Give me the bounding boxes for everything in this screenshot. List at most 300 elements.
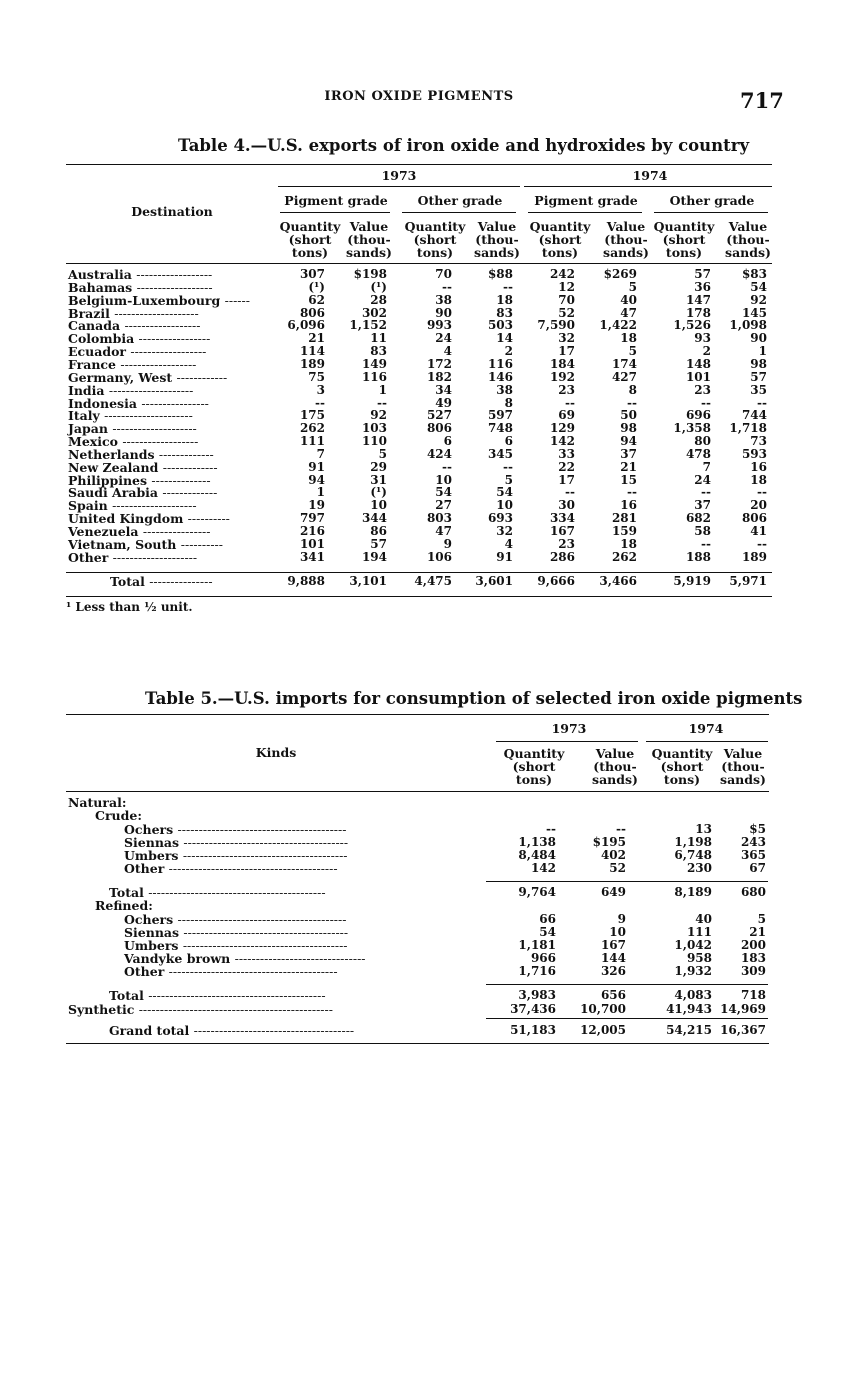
- cell-value: 593: [741, 446, 767, 461]
- leader-dots: ----------: [187, 511, 230, 527]
- cell-value: --: [377, 395, 387, 410]
- cell-value: 3,983: [518, 988, 556, 1002]
- cell-value: 12: [558, 279, 575, 294]
- column-head: Value (thou- sands): [346, 219, 392, 260]
- row-name: Total: [110, 574, 145, 589]
- cell-value: $83: [741, 267, 767, 281]
- cell-value: 1: [378, 382, 387, 397]
- leader-dots: --------------------: [108, 382, 194, 398]
- cell-value: 682: [685, 511, 711, 526]
- cell-value: --: [701, 536, 711, 551]
- cell-value: 1,718: [729, 421, 767, 436]
- cell-value: 345: [487, 446, 513, 461]
- row-name: Australia: [68, 267, 132, 282]
- leader-dots: ------------------: [136, 267, 213, 282]
- cell-value: 1: [758, 344, 767, 359]
- cell-value: 49: [435, 395, 452, 410]
- rule: [66, 791, 769, 792]
- cell-value: 24: [435, 331, 452, 346]
- cell-value: 696: [685, 408, 711, 423]
- cell-value: 748: [487, 421, 513, 436]
- cell-value: 35: [750, 382, 767, 397]
- cell-value: 32: [496, 524, 513, 538]
- cell-value: 2: [504, 344, 513, 359]
- cell-value: 8: [504, 395, 513, 410]
- cell-value: 148: [685, 356, 711, 371]
- column-head: Quantity (short tons): [653, 219, 715, 260]
- cell-value: 40: [695, 912, 712, 926]
- cell-value: 54: [496, 485, 513, 500]
- cell-value: 18: [620, 536, 637, 551]
- cell-value: 6,096: [287, 318, 325, 333]
- cell-value: 37: [620, 446, 637, 461]
- cell-value: 54: [539, 925, 556, 939]
- row-label: [95, 809, 142, 822]
- cell-value: --: [503, 459, 513, 474]
- cell-value: 47: [620, 305, 637, 320]
- cell-value: 744: [741, 408, 767, 423]
- rule: [280, 212, 390, 213]
- leader-dots: ------------: [176, 369, 228, 385]
- cell-value: --: [627, 485, 637, 500]
- year-1973: 1973: [381, 168, 417, 183]
- cell-value: 159: [611, 524, 637, 538]
- column-head: Value (thou- sands): [720, 746, 766, 787]
- column-head: Value (thou- sands): [603, 219, 649, 260]
- cell-value: 958: [686, 951, 712, 965]
- cell-value: 21: [749, 925, 766, 939]
- leader-dots: --------------------: [112, 549, 198, 565]
- row-label: [109, 989, 326, 1002]
- cell-value: --: [442, 459, 452, 474]
- cell-value: 34: [435, 382, 452, 397]
- row-name: United Kingdom: [68, 511, 184, 527]
- year-1973: 1973: [551, 721, 587, 736]
- cell-value: 178: [685, 305, 711, 320]
- cell-value: 1,181: [518, 938, 556, 952]
- cell-value: 8,189: [674, 885, 712, 899]
- cell-value: 6: [504, 434, 513, 449]
- rule: [402, 212, 516, 213]
- leader-dots: ------------------------------------------: [148, 988, 326, 1003]
- row-name: Other: [68, 549, 109, 565]
- cell-value: 1,042: [674, 938, 712, 952]
- row-name: Ochers: [124, 912, 174, 927]
- cell-value: 38: [435, 292, 452, 307]
- cell-value: 66: [539, 912, 556, 926]
- cell-value: 167: [549, 524, 575, 538]
- cell-value: 8,484: [518, 848, 556, 862]
- cell-value: 98: [620, 421, 637, 436]
- rule: [66, 263, 772, 264]
- cell-value: $5: [749, 822, 766, 836]
- cell-value: 142: [530, 861, 556, 875]
- cell-value: 281: [611, 511, 637, 526]
- cell-value: 86: [370, 524, 387, 538]
- cell-value: 4,475: [414, 574, 452, 588]
- cell-value: 175: [299, 408, 325, 423]
- row-name: Other: [124, 964, 165, 979]
- cell-value: 262: [611, 549, 637, 564]
- cell-value: 91: [496, 549, 513, 564]
- cell-value: --: [757, 485, 767, 500]
- rule: [66, 164, 772, 165]
- cell-value: 111: [299, 434, 325, 449]
- row-label: [124, 965, 338, 978]
- cell-value: --: [546, 822, 556, 836]
- cell-value: 326: [600, 964, 626, 978]
- row-name: Other: [124, 861, 165, 876]
- cell-value: 91: [308, 459, 325, 474]
- cell-value: 73: [750, 434, 767, 449]
- cell-value: 16: [620, 498, 637, 513]
- cell-value: 4: [443, 344, 452, 359]
- cell-value: 14,969: [720, 1002, 766, 1016]
- cell-value: 4,083: [674, 988, 712, 1002]
- cell-value: 5: [757, 912, 766, 926]
- cell-value: 27: [435, 498, 452, 513]
- running-head: IRON OXIDE PIGMENTS: [324, 89, 514, 104]
- cell-value: 6,748: [674, 848, 712, 862]
- row-label: [68, 1003, 333, 1016]
- cell-value: 24: [694, 472, 711, 487]
- cell-value: 9,764: [518, 885, 556, 899]
- cell-value: $88: [487, 267, 513, 281]
- row-name: Umbers: [124, 848, 179, 863]
- cell-value: 192: [549, 369, 575, 384]
- cell-value: (¹): [308, 279, 325, 294]
- cell-value: 3,601: [475, 574, 513, 588]
- cell-value: 172: [426, 356, 452, 371]
- destination-head: Destination: [131, 204, 213, 219]
- cell-value: 28: [370, 292, 387, 307]
- cell-value: 334: [549, 511, 575, 526]
- row-name: India: [68, 382, 105, 398]
- cell-value: 5: [504, 472, 513, 487]
- cell-value: 80: [694, 434, 711, 449]
- cell-value: 90: [750, 331, 767, 346]
- row-name: Total: [109, 988, 144, 1003]
- leader-dots: ----------------------------------------: [168, 861, 338, 876]
- kinds-head: Kinds: [255, 745, 297, 760]
- cell-value: 5: [628, 279, 637, 294]
- row-name: Indonesia: [68, 395, 137, 411]
- column-head: Quantity (short tons): [404, 219, 466, 260]
- cell-value: (¹): [370, 279, 387, 294]
- cell-value: 597: [487, 408, 513, 423]
- row-name: Mexico: [68, 434, 118, 450]
- leader-dots: --------------------: [112, 421, 197, 437]
- cell-value: 22: [558, 459, 575, 474]
- cell-value: 1,422: [599, 318, 637, 333]
- grade-head: Other grade: [669, 193, 755, 208]
- cell-value: 116: [487, 356, 513, 371]
- cell-value: --: [757, 395, 767, 410]
- cell-value: 94: [620, 434, 637, 449]
- table4-footnote: ¹ Less than ½ unit.: [66, 600, 193, 614]
- cell-value: 142: [549, 434, 575, 449]
- row-name: Italy: [68, 408, 100, 424]
- cell-value: 92: [370, 408, 387, 423]
- cell-value: 3: [316, 382, 325, 397]
- leader-dots: ------------------: [130, 344, 207, 360]
- cell-value: 424: [426, 446, 452, 461]
- cell-value: 32: [558, 331, 575, 346]
- cell-value: 129: [549, 421, 575, 436]
- row-name: Siennas: [124, 925, 180, 940]
- cell-value: 1,526: [673, 318, 711, 333]
- cell-value: --: [315, 395, 325, 410]
- cell-value: 23: [694, 382, 711, 397]
- leader-dots: ------------------: [124, 318, 201, 334]
- subtotal-rule: [486, 881, 768, 882]
- total-row-label: [110, 575, 213, 588]
- rule: [524, 186, 772, 187]
- cell-value: 167: [600, 938, 626, 952]
- cell-value: 184: [549, 356, 575, 371]
- cell-value: 806: [299, 305, 325, 320]
- cell-value: 54,215: [666, 1023, 712, 1037]
- cell-value: 149: [361, 356, 387, 371]
- row-name: Colombia: [68, 331, 135, 347]
- cell-value: 57: [750, 369, 767, 384]
- cell-value: 12,005: [580, 1023, 626, 1037]
- cell-value: 58: [694, 524, 711, 538]
- cell-value: 242: [549, 267, 575, 281]
- cell-value: 33: [558, 446, 575, 461]
- leader-dots: ----------------------------------------: [168, 964, 338, 979]
- cell-value: 57: [694, 267, 711, 281]
- cell-value: 18: [496, 292, 513, 307]
- cell-value: 17: [558, 472, 575, 487]
- cell-value: 174: [611, 356, 637, 371]
- cell-value: --: [701, 395, 711, 410]
- cell-value: 57: [370, 536, 387, 551]
- leader-dots: ----------------: [142, 524, 211, 539]
- row-name: Grand total: [109, 1023, 190, 1038]
- cell-value: 110: [361, 434, 387, 449]
- cell-value: 116: [361, 369, 387, 384]
- row-name: Japan: [68, 421, 108, 437]
- row-name: Ochers: [124, 822, 174, 837]
- row-name: Siennas: [124, 835, 180, 850]
- cell-value: 286: [549, 549, 575, 564]
- leader-dots: ----------------: [141, 395, 209, 411]
- cell-value: 15: [620, 472, 637, 487]
- cell-value: 31: [370, 472, 387, 487]
- column-head: Quantity (short tons): [503, 746, 565, 787]
- row-name: Total: [109, 885, 144, 900]
- leader-dots: -----------------: [138, 331, 211, 347]
- row-label: [124, 862, 338, 875]
- cell-value: --: [565, 395, 575, 410]
- leader-dots: --------------------: [114, 305, 199, 321]
- row-name: Synthetic: [68, 1002, 135, 1017]
- cell-value: $198: [353, 267, 387, 281]
- leader-dots: ------: [224, 292, 250, 308]
- subtotal-rule: [486, 984, 768, 985]
- leader-dots: ------------------: [136, 279, 213, 295]
- column-head: Quantity (short tons): [651, 746, 713, 787]
- subtotal-rule: [486, 1018, 768, 1019]
- cell-value: 106: [426, 549, 452, 564]
- row-name: Venezuela: [68, 524, 139, 539]
- cell-value: 2: [702, 344, 711, 359]
- cell-value: 9: [443, 536, 452, 551]
- cell-value: 5,971: [729, 574, 767, 588]
- cell-value: 7,590: [537, 318, 575, 333]
- cell-value: 19: [308, 498, 325, 513]
- cell-value: 693: [487, 511, 513, 526]
- cell-value: 21: [620, 459, 637, 474]
- cell-value: --: [442, 279, 452, 294]
- leader-dots: -------------: [158, 446, 214, 462]
- cell-value: 402: [600, 848, 626, 862]
- cell-value: 52: [558, 305, 575, 320]
- leader-dots: ------------------: [122, 434, 199, 450]
- cell-value: 344: [361, 511, 387, 526]
- cell-value: 144: [600, 951, 626, 965]
- cell-value: 10: [609, 925, 626, 939]
- cell-value: --: [757, 536, 767, 551]
- cell-value: 966: [530, 951, 556, 965]
- cell-value: (¹): [370, 485, 387, 500]
- leader-dots: ----------: [180, 536, 223, 552]
- cell-value: 7: [316, 446, 325, 461]
- cell-value: 993: [426, 318, 452, 333]
- cell-value: 365: [740, 848, 766, 862]
- cell-value: 20: [750, 498, 767, 513]
- cell-value: 478: [685, 446, 711, 461]
- cell-value: --: [616, 822, 626, 836]
- row-name: Umbers: [124, 938, 179, 953]
- cell-value: 70: [558, 292, 575, 307]
- cell-value: 18: [620, 331, 637, 346]
- cell-value: 797: [299, 511, 325, 526]
- cell-value: 93: [694, 331, 711, 346]
- cell-value: 803: [426, 511, 452, 526]
- cell-value: 3,101: [349, 574, 387, 588]
- year-1974: 1974: [688, 721, 724, 736]
- cell-value: 182: [426, 369, 452, 384]
- cell-value: 94: [308, 472, 325, 487]
- leader-dots: --------------: [151, 472, 211, 488]
- column-head: Quantity (short tons): [279, 219, 341, 260]
- row-name: Natural:: [68, 795, 127, 810]
- row-name: Saudi Arabia: [68, 485, 159, 501]
- table4-title: Table 4.—U.S. exports of iron oxide and hydroxides by country: [178, 136, 750, 155]
- cell-value: 14: [496, 331, 513, 346]
- cell-value: 1,932: [674, 964, 712, 978]
- leader-dots: -------------: [162, 485, 218, 501]
- cell-value: 38: [496, 382, 513, 397]
- grade-head: Other grade: [417, 193, 503, 208]
- cell-value: 145: [741, 305, 767, 320]
- row-name: Bahamas: [68, 279, 133, 295]
- cell-value: 5: [378, 446, 387, 461]
- cell-value: 189: [299, 356, 325, 371]
- rule: [66, 572, 772, 573]
- rule: [496, 741, 638, 742]
- row-name: Brazil: [68, 305, 110, 321]
- cell-value: 146: [487, 369, 513, 384]
- cell-value: 16: [750, 459, 767, 474]
- cell-value: 307: [299, 267, 325, 281]
- cell-value: --: [627, 395, 637, 410]
- leader-dots: ---------------------: [104, 408, 193, 424]
- cell-value: 54: [750, 279, 767, 294]
- cell-value: 11: [370, 331, 387, 346]
- table5-title: Table 5.—U.S. imports for consumption of selected iron oxide pigments: [145, 689, 803, 708]
- cell-value: 5,919: [673, 574, 711, 588]
- grade-head: Pigment grade: [534, 193, 638, 208]
- cell-value: 23: [558, 382, 575, 397]
- cell-value: 200: [740, 938, 766, 952]
- cell-value: 18: [750, 472, 767, 487]
- cell-value: 302: [361, 305, 387, 320]
- cell-value: 189: [741, 549, 767, 564]
- row-label: [109, 1024, 354, 1037]
- cell-value: 806: [741, 511, 767, 526]
- row-name: New Zealand: [68, 459, 159, 475]
- cell-value: 41,943: [666, 1002, 712, 1016]
- cell-value: $269: [603, 267, 637, 281]
- cell-value: 17: [558, 344, 575, 359]
- cell-value: 52: [609, 861, 626, 875]
- cell-value: 1,358: [673, 421, 711, 436]
- grade-head: Pigment grade: [284, 193, 388, 208]
- rule: [646, 741, 768, 742]
- cell-value: 23: [558, 536, 575, 551]
- cell-value: 1,198: [674, 835, 712, 849]
- cell-value: 75: [308, 369, 325, 384]
- cell-value: 341: [299, 549, 325, 564]
- column-head: Value (thou- sands): [592, 746, 638, 787]
- leader-dots: ---------------------------------------: [183, 835, 349, 850]
- cell-value: 92: [750, 292, 767, 307]
- column-head: Value (thou- sands): [474, 219, 520, 260]
- rule: [654, 212, 768, 213]
- cell-value: 194: [361, 549, 387, 564]
- row-label: [68, 551, 197, 564]
- row-name: Vandyke brown: [124, 951, 231, 966]
- year-1974: 1974: [632, 168, 668, 183]
- row-name: Belgium-Luxembourg: [68, 292, 221, 308]
- rule: [66, 596, 772, 597]
- cell-value: 21: [308, 331, 325, 346]
- cell-value: 50: [620, 408, 637, 423]
- cell-value: 6: [443, 434, 452, 449]
- cell-value: 9,666: [537, 574, 575, 588]
- cell-value: 656: [600, 988, 626, 1002]
- cell-value: 54: [435, 485, 452, 500]
- leader-dots: ---------------: [149, 574, 213, 589]
- rule: [528, 212, 642, 213]
- cell-value: 62: [308, 292, 325, 307]
- cell-value: 188: [685, 549, 711, 564]
- cell-value: 10: [435, 472, 452, 487]
- cell-value: 262: [299, 421, 325, 436]
- row-name: Crude:: [95, 808, 142, 823]
- leader-dots: --------------------------------------: [193, 1023, 355, 1038]
- leader-dots: ----------------------------------------: [177, 822, 347, 837]
- cell-value: 47: [435, 524, 452, 538]
- cell-value: 70: [435, 267, 452, 281]
- cell-value: 503: [487, 318, 513, 333]
- leader-dots: -------------: [162, 459, 218, 475]
- cell-value: 9: [617, 912, 626, 926]
- cell-value: 9,888: [287, 574, 325, 588]
